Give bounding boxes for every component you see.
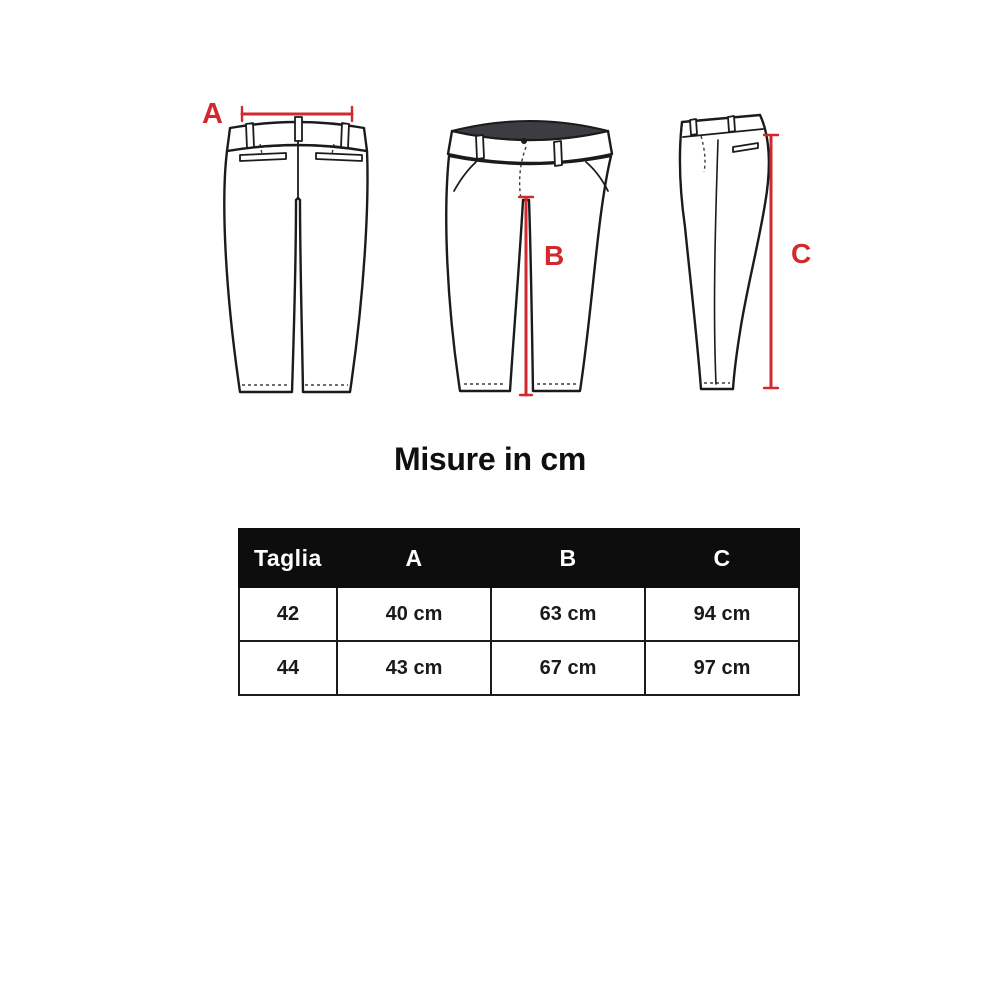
belt-loop xyxy=(690,119,697,135)
belt-loop xyxy=(554,141,562,166)
table-header-cell-taglia: Taglia xyxy=(239,529,337,587)
table-row xyxy=(239,587,799,641)
belt-loop xyxy=(295,117,302,141)
table-cell: 43 cm xyxy=(337,641,491,695)
size-table xyxy=(238,528,800,696)
table-cell: 67 cm xyxy=(491,641,645,695)
belt-loop xyxy=(476,135,484,159)
belt-loop xyxy=(728,116,735,132)
measure-label-c: C xyxy=(791,238,812,269)
table-cell: 94 cm xyxy=(645,587,799,641)
pants-front-view-drawing xyxy=(440,105,620,405)
table-cell: 44 xyxy=(239,641,337,695)
table-header-cell-b: B xyxy=(491,529,645,587)
back-pocket xyxy=(240,153,286,161)
pants-back-view-drawing xyxy=(212,100,377,405)
measure-label-b: B xyxy=(544,240,565,271)
table-header-cell-a: A xyxy=(337,529,491,587)
table-cell: 63 cm xyxy=(491,587,645,641)
table-cell: 97 cm xyxy=(645,641,799,695)
table-header-row xyxy=(239,529,799,587)
page-title: Misure in cm xyxy=(393,441,586,477)
table-cell: 40 cm xyxy=(337,587,491,641)
table-header-cell-c: C xyxy=(645,529,799,587)
table-cell: 42 xyxy=(239,587,337,641)
belt-loop xyxy=(341,123,349,148)
belt-loop xyxy=(246,123,254,148)
measure-label-a: A xyxy=(202,98,223,130)
pants-side-view-drawing xyxy=(672,112,784,402)
table-row xyxy=(239,641,799,695)
back-pocket xyxy=(316,153,362,161)
button xyxy=(521,138,527,144)
